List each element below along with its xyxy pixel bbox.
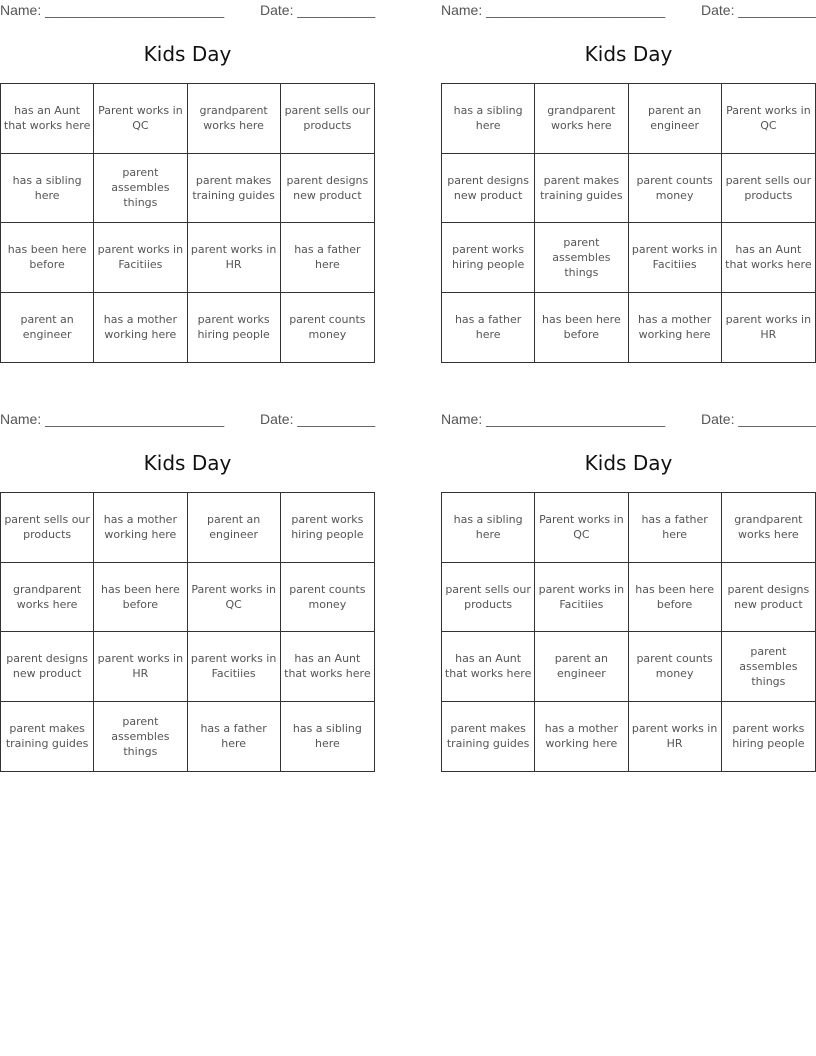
bingo-cell: has a sibling here: [292, 722, 362, 751]
bingo-cell: has a father here: [281, 223, 374, 293]
bingo-cell: has an Aunt that works here: [1, 84, 94, 154]
card-title: Kids Day: [143, 42, 232, 66]
bingo-grid: [441, 83, 816, 363]
bingo-cell: parent works hiring people: [281, 493, 374, 563]
bingo-cell: parent an engineer: [188, 493, 281, 563]
bingo-cell: grandparent works here: [188, 84, 281, 154]
card-title: Kids Day: [584, 451, 673, 475]
name-field: Name: _______________________: [0, 411, 225, 427]
bingo-cell: parent counts money: [629, 154, 722, 224]
bingo-cell: parent works in HR: [725, 313, 812, 342]
bingo-cell: has an Aunt that works here: [442, 632, 535, 702]
bingo-grid: [0, 83, 375, 363]
bingo-cell: grandparent works here: [722, 493, 815, 563]
bingo-cell: parent sells our products: [722, 154, 815, 224]
bingo-cell: parent works in Facitiies: [629, 223, 722, 293]
bingo-cell: Parent works in QC: [94, 84, 187, 154]
card-header: [441, 2, 816, 20]
bingo-cell: parent counts money: [289, 313, 366, 342]
bingo-cell: parent makes training guides: [1, 702, 94, 772]
bingo-card: [0, 409, 375, 774]
bingo-cell: parent makes training guides: [442, 702, 535, 772]
bingo-cell: parent designs new product: [281, 154, 374, 224]
bingo-cell: parent makes training guides: [188, 154, 281, 224]
card-header: [0, 411, 375, 429]
bingo-cell: has a father here: [442, 293, 535, 363]
bingo-cell: Parent works in QC: [535, 493, 628, 563]
bingo-cell: has a mother working here: [94, 493, 187, 563]
bingo-cell: Parent works in QC: [188, 563, 281, 633]
card-header: [0, 2, 375, 20]
bingo-cell: parent works in Facitiies: [188, 632, 281, 702]
bingo-cell: has a mother working here: [629, 293, 722, 363]
bingo-cell: parent assembles things: [94, 154, 187, 224]
bingo-cell: parent works hiring people: [442, 223, 535, 293]
bingo-cell: parent works in Facitiies: [535, 563, 628, 633]
bingo-cell: parent designs new product: [722, 563, 815, 633]
bingo-cell: parent designs new product: [1, 632, 94, 702]
date-field: Date: __________: [260, 411, 376, 427]
bingo-cell: has an Aunt that works here: [281, 632, 374, 702]
bingo-cell: parent works in Facitiies: [94, 223, 187, 293]
bingo-cell: parent makes training guides: [535, 154, 628, 224]
bingo-cell: parent sells our products: [1, 493, 94, 563]
name-field: Name: _______________________: [0, 2, 225, 18]
bingo-cell: has a mother working here: [94, 293, 187, 363]
bingo-grid: [441, 492, 816, 772]
bingo-card: [441, 0, 816, 365]
bingo-cell: grandparent works here: [535, 84, 628, 154]
bingo-cell: parent works hiring people: [732, 722, 805, 751]
bingo-grid: [0, 492, 375, 772]
bingo-cell: Parent works in QC: [722, 84, 815, 154]
card-title: Kids Day: [584, 42, 673, 66]
bingo-cell: has a father here: [188, 702, 281, 772]
date-field: Date: __________: [701, 2, 816, 18]
bingo-cell: grandparent works here: [1, 563, 94, 633]
card-title: Kids Day: [143, 451, 232, 475]
bingo-cell: has been here before: [629, 563, 722, 633]
bingo-cell: parent sells our products: [442, 563, 535, 633]
bingo-cell: parent designs new product: [442, 154, 535, 224]
bingo-cell: has been here before: [94, 563, 187, 633]
bingo-cell: parent works hiring people: [188, 293, 281, 363]
date-field: Date: __________: [701, 411, 816, 427]
bingo-cell: parent sells our products: [281, 84, 374, 154]
bingo-cell: has a sibling here: [442, 493, 535, 563]
card-header: [441, 411, 816, 429]
bingo-cell: parent works in HR: [629, 702, 722, 772]
bingo-card: [441, 409, 816, 774]
bingo-cell: parent an engineer: [629, 84, 722, 154]
date-field: Date: __________: [260, 2, 376, 18]
bingo-cell: has a mother working here: [535, 702, 628, 772]
bingo-cell: parent assembles things: [535, 223, 628, 293]
bingo-cell: parent an engineer: [1, 293, 94, 363]
bingo-cell: has a sibling here: [442, 84, 535, 154]
bingo-cell: parent works in HR: [188, 223, 281, 293]
name-field: Name: _______________________: [441, 2, 666, 18]
bingo-cell: parent counts money: [629, 632, 722, 702]
bingo-cell: parent an engineer: [535, 632, 628, 702]
name-field: Name: _______________________: [441, 411, 666, 427]
bingo-card: [0, 0, 375, 365]
bingo-cell: has a father here: [629, 493, 722, 563]
bingo-cell: parent counts money: [281, 563, 374, 633]
bingo-cell: has a sibling here: [1, 154, 94, 224]
bingo-cell: parent assembles things: [722, 632, 815, 702]
bingo-cell: has been here before: [1, 223, 94, 293]
bingo-cell: has been here before: [535, 293, 628, 363]
bingo-cell: has an Aunt that works here: [722, 223, 815, 293]
bingo-cell: parent assembles things: [94, 702, 187, 772]
bingo-cell: parent works in HR: [94, 632, 187, 702]
